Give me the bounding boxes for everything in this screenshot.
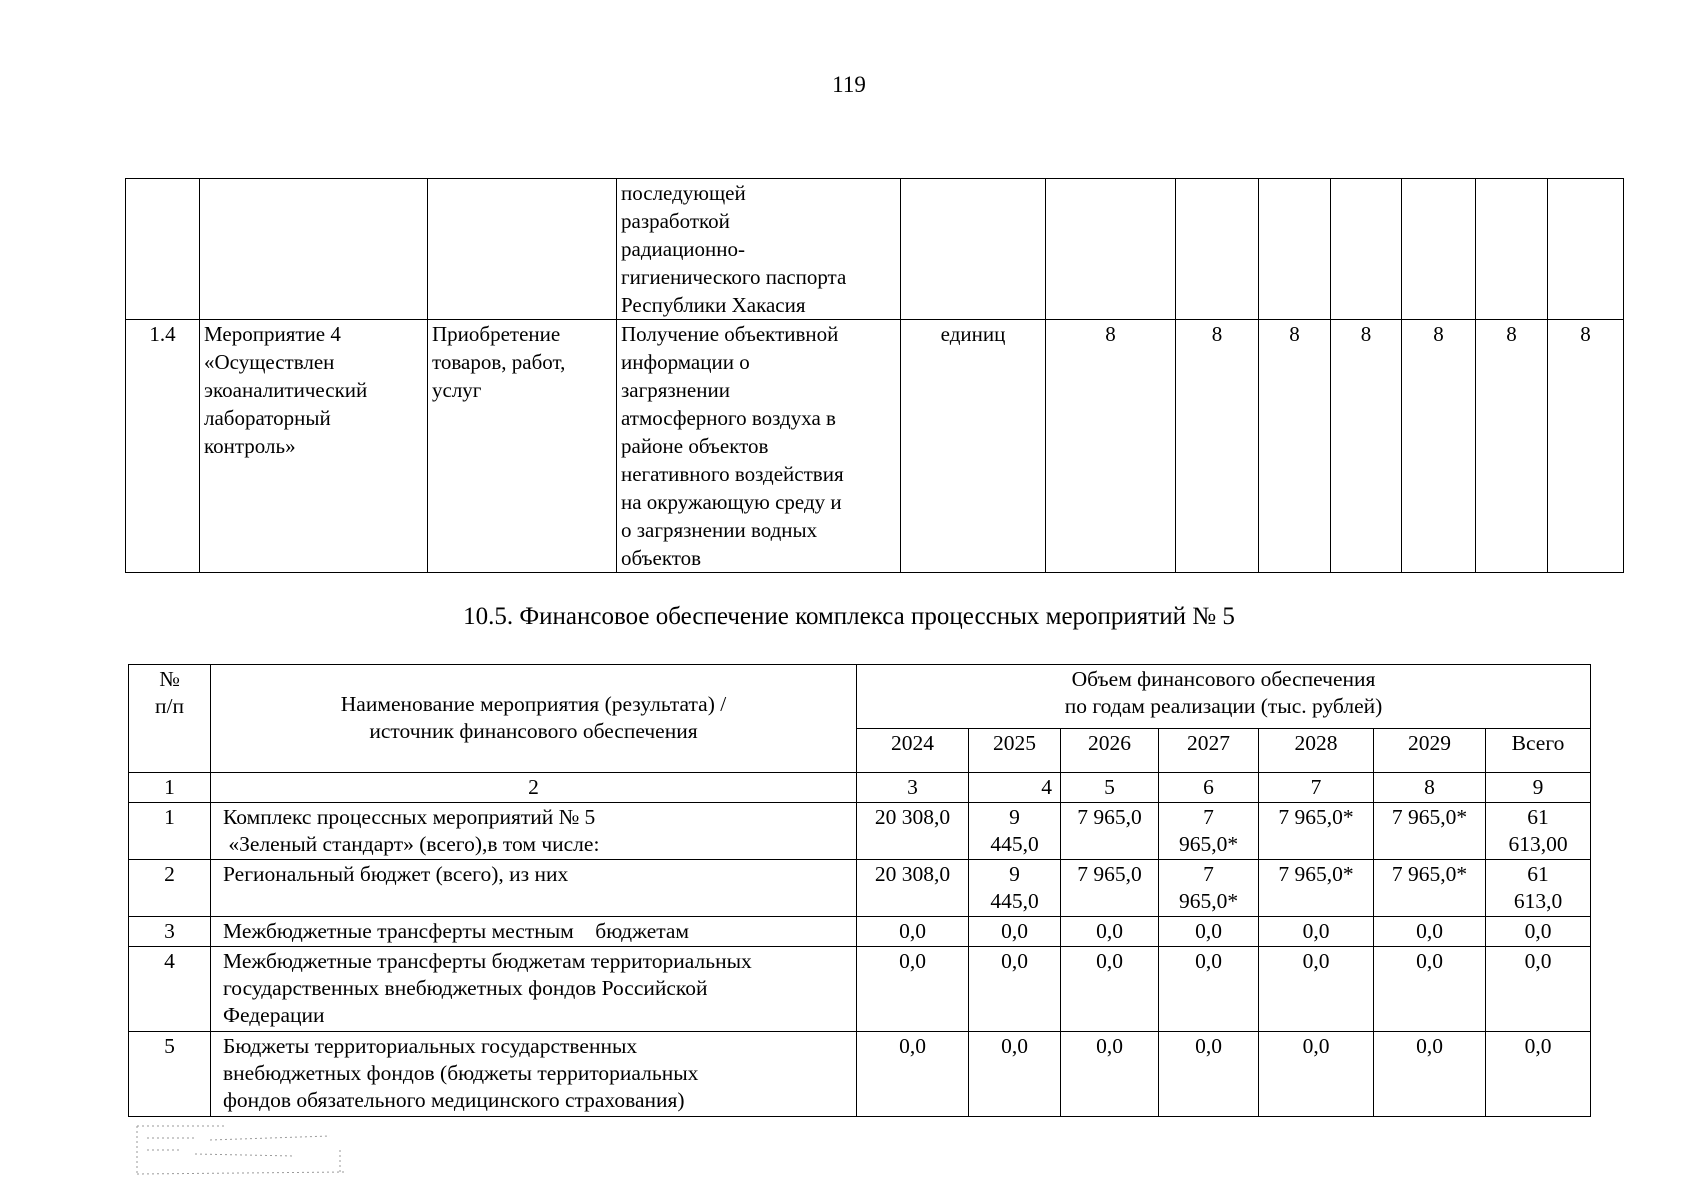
finance-table <box>128 664 1591 1117</box>
row-num: 4 <box>129 947 211 1032</box>
cell-value: 8 <box>1402 320 1476 573</box>
header-name: Наименование мероприятия (результата) / источник финансового обеспечения <box>211 665 857 773</box>
cell-type <box>428 179 617 320</box>
row-num: 5 <box>129 1032 211 1117</box>
row-name: Региональный бюджет (всего), из них <box>211 860 857 917</box>
row-num: 2 <box>129 860 211 917</box>
table-row: 5 Бюджеты территориальных государственных внебюджетных фондов (бюджеты территориальных фондов обязательного медицинского страхования) 0,0 0,0 0,0 0,0 0,0 0,0 0,0 <box>129 1032 1591 1117</box>
column-numbers-row: 1 2 3 4 5 6 7 8 9 <box>129 773 1591 803</box>
header-num: № п/п <box>129 665 211 773</box>
row-name: Межбюджетные трансферты бюджетам территориальных государственных внебюджетных фондов Российской Федерации <box>211 947 857 1032</box>
cell-result: Получение объективной информации о загрязнении атмосферного воздуха в районе объектов негативного воздействия на окружающую среду и о загрязнении водных объектов <box>617 320 901 573</box>
result-line: разработкой <box>621 209 730 233</box>
stamp-mark <box>135 1120 350 1178</box>
cell-value: 8 <box>1176 320 1259 573</box>
row-num: 3 <box>129 917 211 947</box>
cell-unit: единиц <box>901 320 1046 573</box>
continuation-row <box>126 179 1624 320</box>
row-num: 1 <box>129 803 211 860</box>
cell-result <box>617 179 901 320</box>
header-total: Всего <box>1486 729 1591 773</box>
table-row: 2 Региональный бюджет (всего), из них 20 308,0 9 445,0 7 965,0 7 965,0* 7 965,0* 7 965,0* 61 613,0 <box>129 860 1591 917</box>
result-line: последующей <box>621 181 746 205</box>
cell-value: 8 <box>1331 320 1402 573</box>
section-heading: 10.5. Финансовое обеспечение комплекса процессных мероприятий № 5 <box>463 603 1235 630</box>
header-volume: Объем финансового обеспечения по годам реализации (тыс. рублей) <box>857 665 1591 729</box>
cell-num: 1.4 <box>126 320 200 573</box>
cell-event <box>200 179 428 320</box>
header-row-1 <box>129 665 1591 729</box>
row-name: Межбюджетные трансферты местным бюджетам <box>211 917 857 947</box>
page-number: 119 <box>832 72 866 97</box>
cell-value: 8 <box>1548 320 1624 573</box>
cell-value: 8 <box>1476 320 1548 573</box>
cell-value: 8 <box>1259 320 1331 573</box>
header-year: 2025 <box>969 729 1061 773</box>
result-line: гигиенического паспорта <box>621 265 847 289</box>
cell-value: 8 <box>1046 320 1176 573</box>
cell-type: Приобретение товаров, работ, услуг <box>428 320 617 573</box>
result-line: радиационно- <box>621 237 746 261</box>
indicators-table <box>125 178 1624 573</box>
result-line: Республики Хакасия <box>621 293 806 317</box>
row-1-4 <box>126 320 1624 573</box>
row-name: Комплекс процессных мероприятий № 5 «Зеленый стандарт» (всего),в том числе: <box>211 803 857 860</box>
table-row: 4 Межбюджетные трансферты бюджетам территориальных государственных внебюджетных фондов Российской Федерации 0,0 0,0 0,0 0,0 0,0 0,0 0,0 <box>129 947 1591 1032</box>
cell-event: Мероприятие 4 «Осуществлен экоаналитический лабораторный контроль» <box>200 320 428 573</box>
table-row: 3 Межбюджетные трансферты местным бюджетам 0,0 0,0 0,0 0,0 0,0 0,0 0,0 <box>129 917 1591 947</box>
header-year: 2028 <box>1259 729 1374 773</box>
header-year: 2029 <box>1374 729 1486 773</box>
table-row: 1 Комплекс процессных мероприятий № 5 «Зеленый стандарт» (всего),в том числе: 20 308,0 9 445,0 7 965,0 7 965,0* 7 965,0* 7 965,0* 61 613,00 <box>129 803 1591 860</box>
header-year: 2026 <box>1061 729 1159 773</box>
header-year: 2027 <box>1159 729 1259 773</box>
cell-num <box>126 179 200 320</box>
header-year: 2024 <box>857 729 969 773</box>
row-name: Бюджеты территориальных государственных внебюджетных фондов (бюджеты территориальных фондов обязательного медицинского страхования) <box>211 1032 857 1117</box>
